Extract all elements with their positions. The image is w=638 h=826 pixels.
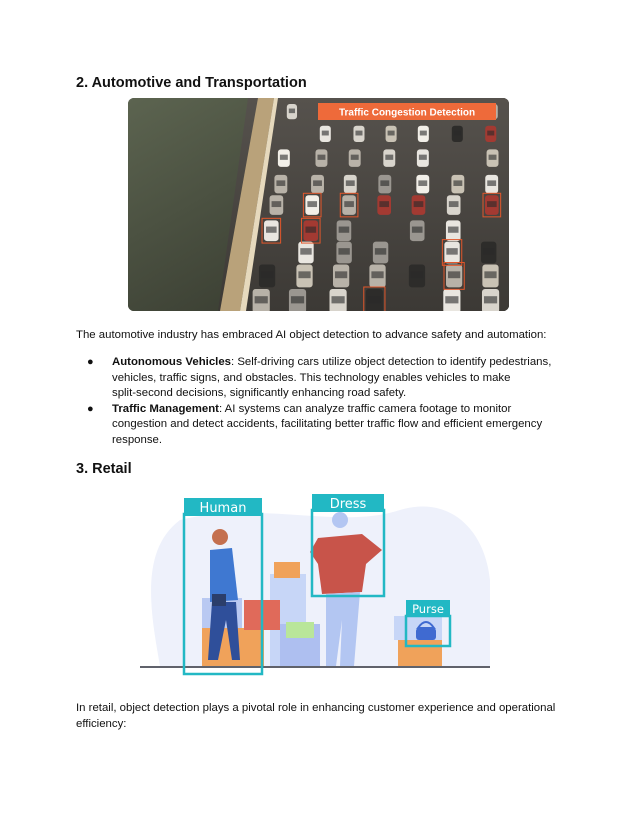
- car-window: [487, 180, 496, 186]
- purse-label: Purse: [412, 602, 444, 616]
- car-window: [351, 155, 359, 160]
- car-window: [487, 201, 497, 207]
- purse-item: [416, 628, 436, 640]
- car-window: [375, 248, 386, 255]
- car-window: [483, 248, 494, 255]
- car-window: [385, 155, 393, 160]
- human-head: [212, 529, 228, 545]
- car-window: [322, 131, 329, 136]
- car-window: [344, 201, 354, 207]
- retail-intro-line: efficiency:: [76, 718, 127, 730]
- traffic-congestion-image: [128, 98, 509, 311]
- human-label: Human: [199, 501, 247, 516]
- list-item: [76, 355, 566, 402]
- mannequin-head: [332, 512, 348, 528]
- retail-intro: [76, 700, 576, 732]
- detection-tag-label: Traffic Congestion Detection: [338, 107, 476, 119]
- bullet-title: Autonomous Vehicles: [112, 356, 231, 368]
- car-window: [307, 201, 317, 207]
- car-window: [414, 201, 424, 207]
- car-window: [446, 248, 457, 255]
- car-window: [453, 180, 462, 186]
- traffic-scene: [128, 98, 509, 311]
- car-window: [418, 180, 427, 186]
- dress-label: Dress: [329, 497, 367, 512]
- bullet-dot-icon: ●: [87, 402, 94, 415]
- car-window: [276, 180, 285, 186]
- car-window: [339, 227, 350, 233]
- car-window: [331, 296, 344, 303]
- car-window: [379, 201, 389, 207]
- car-window: [419, 155, 427, 160]
- car-window: [255, 296, 268, 303]
- mannequin-legs: [326, 592, 360, 666]
- retail-intro-line: In retail, object detection plays a pivotal role in enhancing customer experience and operational: [76, 702, 556, 714]
- automotive-intro: The automotive industry has embraced AI object detection to advance safety and automation:: [76, 329, 547, 341]
- car-window: [411, 271, 423, 278]
- bullet-text-line: vehicles, traffic signs, and obstacles. This technology enables vehicles to make: [112, 371, 511, 384]
- car-window: [380, 180, 389, 186]
- car-window: [355, 131, 362, 136]
- car-window: [448, 227, 459, 233]
- list-item: [76, 402, 566, 449]
- car-window: [317, 155, 325, 160]
- car-window: [261, 271, 273, 278]
- car-window: [484, 296, 497, 303]
- car-window: [388, 131, 395, 136]
- bullet-dot-icon: ●: [87, 356, 94, 368]
- human-handbag: [212, 594, 226, 606]
- car-window: [338, 248, 349, 255]
- bullet-title: Traffic Management: [112, 402, 219, 415]
- car-window: [371, 271, 383, 278]
- car-window: [313, 180, 322, 186]
- car-window: [489, 155, 497, 160]
- bullet-text-line: response.: [112, 433, 163, 446]
- box: [398, 640, 442, 666]
- bullet-text-line: split-second decisions, significantly enhancing road safety.: [112, 387, 407, 399]
- bullet-text-line: congestion and detect accidents, facilitating better traffic flow and efficient emergency: [112, 418, 543, 430]
- section-heading-automotive: 2. Automotive and Transportation: [76, 75, 307, 91]
- car-window: [298, 271, 310, 278]
- car-window: [280, 155, 288, 160]
- car-window: [346, 180, 355, 186]
- car-window: [291, 296, 304, 303]
- car-window: [445, 296, 458, 303]
- car-window: [449, 201, 459, 207]
- car-window: [305, 227, 316, 233]
- car-window: [289, 109, 295, 114]
- car-window: [484, 271, 496, 278]
- shopping-bag: [274, 562, 300, 578]
- car-window: [420, 131, 427, 136]
- retail-detection-illustration: [140, 490, 492, 680]
- retail-scene: [140, 490, 492, 680]
- car-window: [487, 131, 494, 136]
- car-window: [266, 227, 277, 233]
- car-window: [412, 227, 423, 233]
- car-window: [448, 271, 460, 278]
- car-window: [335, 271, 347, 278]
- car-window: [368, 296, 381, 303]
- bullet-text-line: : AI systems can analyze traffic camera footage to monitor: [218, 402, 512, 415]
- section-heading-retail: 3. Retail: [76, 461, 132, 477]
- car-window: [454, 131, 461, 136]
- car-window: [300, 248, 311, 255]
- shopping-bag: [286, 622, 314, 638]
- bullet-text-line: : Self-driving cars utilize object detection to identify pedestrians,: [231, 356, 552, 368]
- car-window: [272, 201, 282, 207]
- automotive-bullet-list: [76, 355, 566, 448]
